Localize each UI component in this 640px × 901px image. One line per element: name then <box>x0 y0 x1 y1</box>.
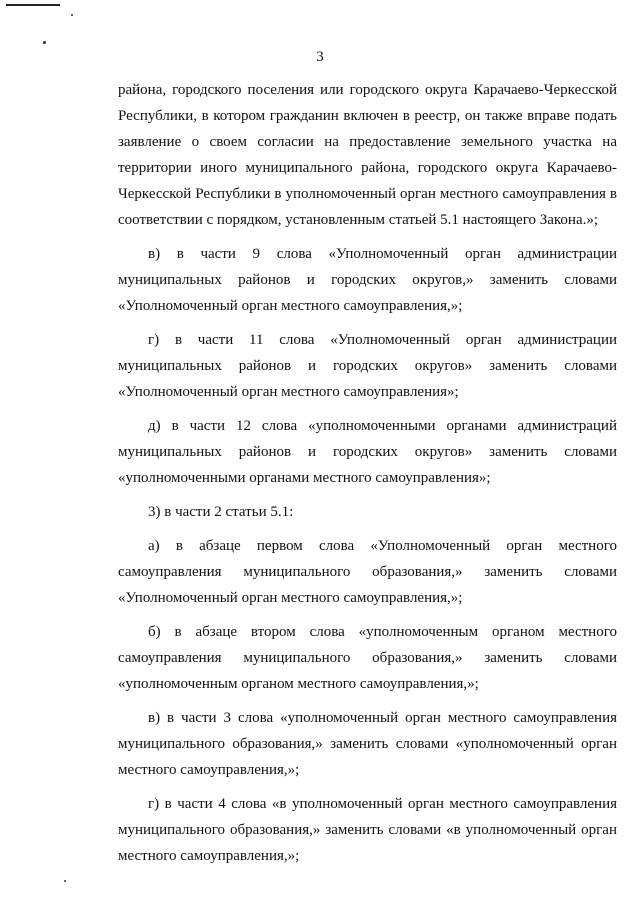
paragraph-item-g-part4: г) в части 4 слова «в уполномоченный орган местного самоуправления муниципального образования,» заменить словами «в уполномоченный орган местного самоуправления,»; <box>118 796 617 864</box>
paragraph-item-b: б) в абзаце втором слова «уполномоченным органом местного самоуправления муниципального образования,» заменить словами «уполномоченным органом местного самоуправления,»; <box>118 624 617 692</box>
scan-speck <box>64 880 66 882</box>
paragraph-item-v-part3: в) в части 3 слова «уполномоченный орган местного самоуправления муниципального образования,» заменить словами «уполномоченный орган местного самоуправления,»; <box>118 710 617 778</box>
paragraph-item-d: д) в части 12 слова «уполномоченными органами администраций муниципальных районов и городских округов» заменить словами «уполномоченными органами местного самоуправления»; <box>118 418 617 486</box>
scan-speck <box>71 14 73 16</box>
scan-mark-line <box>6 4 60 6</box>
paragraph-item-3: 3) в части 2 статьи 5.1: <box>148 504 294 520</box>
document-body <box>118 77 617 877</box>
page-number: 3 <box>316 49 324 65</box>
paragraph-item-v: в) в части 9 слова «Уполномоченный орган администрации муниципальных районов и городских округов,» заменить словами «Уполномоченный орган местного самоуправления,»; <box>118 246 617 314</box>
paragraph-continuation: района, городского поселения или городского округа Карачаево-Черкесской Республики, в котором гражданин включен в реестр, он также вправе подать заявление о своем согласии на предоставление земельного участка на территории иного муниципального района, городского округа Карачаево-Черкесской Республики в уполномоченный орган местного самоуправления в соответствии с порядком, установленным статьей 5.1 настоящего Закона.»; <box>118 82 617 228</box>
scan-speck <box>43 41 46 44</box>
paragraph-item-g: г) в части 11 слова «Уполномоченный орган администрации муниципальных районов и городских округов» заменить словами «Уполномоченный орган местного самоуправления»; <box>118 332 617 400</box>
paragraph-item-a: а) в абзаце первом слова «Уполномоченный орган местного самоуправления муниципального образования,» заменить словами «Уполномоченный орган местного самоуправления,»; <box>118 538 617 606</box>
